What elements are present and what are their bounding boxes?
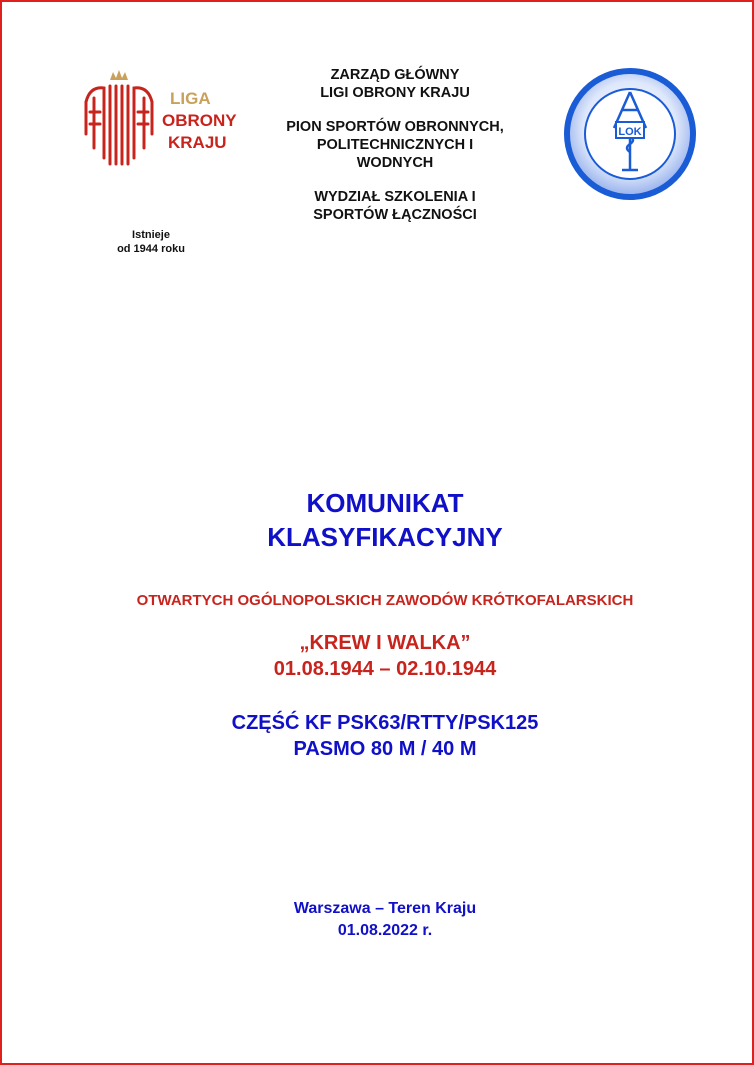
org-line-2: LIGI OBRONY KRAJU (320, 85, 470, 101)
part-modes: CZĘŚĆ KF PSK63/RTTY/PSK125 (231, 712, 539, 734)
contest-part (100, 710, 670, 762)
place-text: Warszawa – Teren Kraju (293, 900, 477, 917)
lok-eagle-logo (82, 68, 237, 168)
founded-note (96, 228, 206, 256)
org-line-1: ZARZĄD GŁÓWNY (330, 67, 460, 83)
seal-center-text: LOK (618, 126, 642, 138)
part-bands: PASMO 80 M / 40 M (293, 738, 477, 760)
date-text: 01.08.2022 r. (337, 922, 433, 939)
event-name: „KREW I WALKA” (299, 632, 471, 654)
division-name (240, 118, 550, 172)
organization-header (240, 66, 550, 240)
event-dates: 01.08.1944 – 02.10.1944 (273, 658, 497, 680)
organization-name (240, 66, 550, 102)
logo-text-kraju: KRAJU (168, 133, 227, 152)
place-and-date (180, 898, 590, 942)
title-line-1: KOMUNIKAT (306, 488, 464, 518)
contest-subtitle: OTWARTYCH OGÓLNOPOLSKICH ZAWODÓW KRÓTKOFALARSKICH (136, 592, 634, 609)
document-title (100, 486, 670, 554)
crown-icon (110, 70, 128, 80)
event-heading (100, 630, 670, 682)
lok-communication-seal-logo (562, 66, 698, 202)
division-line-2: POLITECHNICZNYCH I (316, 137, 474, 153)
title-line-2: KLASYFIKACYJNY (267, 522, 503, 552)
logo-text-liga: LIGA (170, 89, 211, 108)
department-name (240, 188, 550, 224)
eagle-icon (86, 86, 152, 164)
dept-line-2: SPORTÓW ŁĄCZNOŚCI (313, 207, 477, 223)
dept-line-1: WYDZIAŁ SZKOLENIA I (314, 189, 476, 205)
founded-line-2: od 1944 roku (117, 243, 185, 255)
division-line-3: WODNYCH (356, 155, 434, 171)
logo-text-obrony: OBRONY (162, 111, 237, 130)
division-line-1: PION SPORTÓW OBRONNYCH, (286, 119, 504, 135)
founded-line-1: Istnieje (132, 229, 170, 241)
